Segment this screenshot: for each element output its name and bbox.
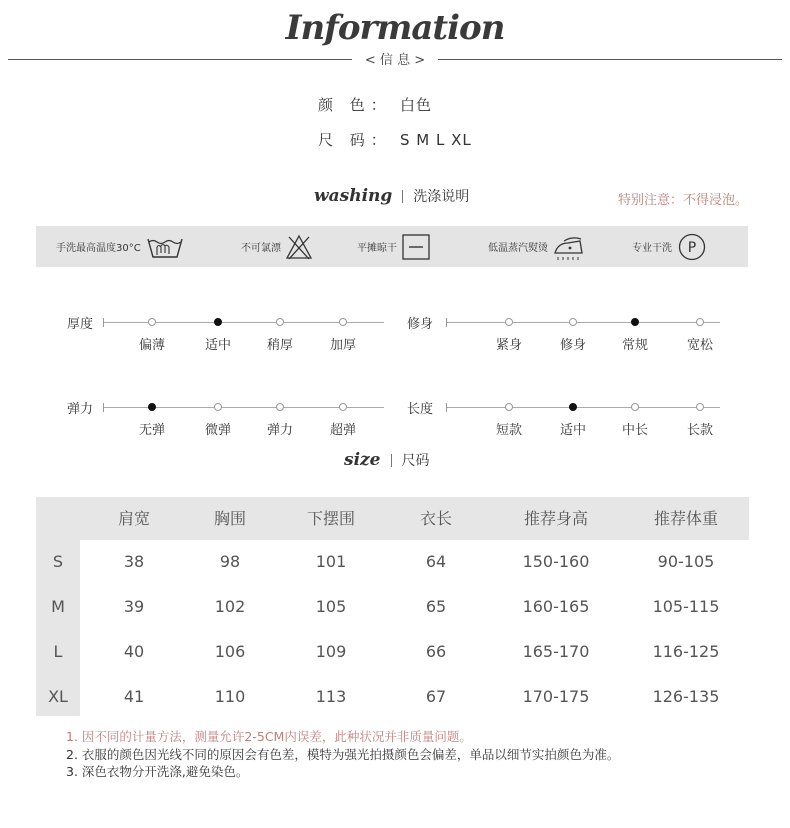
scale-option: 紧身 — [495, 338, 522, 353]
scale-dot — [505, 318, 513, 326]
table-cell: 101 — [315, 552, 347, 571]
scale-dot-selected — [631, 318, 639, 326]
size-label: L — [53, 642, 63, 661]
dry-flat-icon — [401, 233, 431, 261]
scale-dot — [276, 318, 284, 326]
scale-option: 无弹 — [138, 423, 165, 438]
table-cell: 64 — [425, 552, 447, 571]
wash-item-iron-low — [488, 226, 588, 267]
scale-start-tick — [446, 318, 447, 327]
scale-option: 修身 — [559, 338, 586, 353]
scale-dot — [339, 318, 347, 326]
washing-title-cn: 洗涤说明 — [413, 189, 470, 205]
scale-option: 常规 — [621, 338, 648, 353]
table-cell: 39 — [123, 597, 145, 616]
wash-item-label: 不可氯漂 — [241, 243, 281, 254]
no-bleach-icon — [285, 233, 313, 261]
size-heading — [344, 450, 430, 470]
size-table-header — [36, 497, 749, 540]
scale-option: 短款 — [495, 423, 522, 438]
column-header-hem: 下摆围 — [306, 509, 355, 528]
size-title-en: size — [344, 450, 381, 470]
scale-title: 厚度 — [67, 317, 94, 332]
scale-dot — [631, 403, 639, 411]
column-header-length: 衣长 — [419, 509, 452, 528]
table-cell: 66 — [425, 642, 447, 661]
table-cell: 90-105 — [657, 552, 715, 571]
scale-title: 弹力 — [67, 402, 94, 417]
scale-option: 长款 — [686, 423, 713, 438]
scale-dot — [148, 318, 156, 326]
info-color-label: 颜 色： — [318, 96, 392, 114]
wash-item-no-bleach — [241, 226, 313, 267]
size-label: S — [52, 552, 64, 571]
table-cell: 67 — [425, 687, 447, 706]
scale-option: 适中 — [559, 423, 586, 438]
scale-option: 宽松 — [686, 338, 713, 353]
washing-notice: 特别注意：不得浸泡。 — [617, 193, 748, 208]
scale-dot — [505, 403, 513, 411]
scale-start-tick — [446, 403, 447, 412]
column-header-weight: 推荐体重 — [653, 509, 718, 528]
wash-care-bar — [36, 226, 748, 267]
wash-item-label: 手洗最高温度30°C — [56, 243, 141, 254]
wash-item-label: 平摊晾干 — [357, 243, 397, 254]
scale-option: 微弹 — [204, 423, 231, 438]
table-cell: 106 — [214, 642, 246, 661]
size-label: XL — [48, 687, 68, 706]
info-color-value: 白色 — [400, 96, 433, 114]
scale-option: 中长 — [621, 423, 648, 438]
scale-dot — [569, 318, 577, 326]
wash-item-dry-flat — [357, 226, 431, 267]
dry-clean-icon-letter: P — [687, 239, 697, 256]
table-cell: 165-170 — [522, 642, 590, 661]
wash-item-hand-wash — [56, 226, 185, 267]
note-measurement: 1. 因不同的计量方法，测量允许2-5CM内误差，此种状况并非质量问题。 — [66, 729, 472, 744]
table-cell: 116-125 — [652, 642, 720, 661]
size-label: M — [51, 597, 65, 616]
heading-separator — [391, 454, 392, 467]
scale-dot — [214, 403, 222, 411]
scale-option: 加厚 — [329, 338, 356, 353]
scale-option: 偏薄 — [138, 338, 165, 353]
info-size-row — [318, 129, 472, 150]
table-cell: 41 — [123, 687, 145, 706]
heading-separator — [402, 190, 403, 203]
table-cell: 105 — [315, 597, 347, 616]
table-cell: 65 — [425, 597, 447, 616]
scale-line — [446, 322, 720, 323]
table-cell: 40 — [123, 642, 145, 661]
table-cell: 38 — [123, 552, 145, 571]
table-cell: 160-165 — [522, 597, 590, 616]
note-color: 2. 衣服的颜色因光线不同的原因会有色差，模特为强光拍摄颜色会偏差，单品以细节实拍颜色为准。 — [66, 747, 620, 762]
scale-option: 适中 — [204, 338, 231, 353]
table-cell: 170-175 — [522, 687, 590, 706]
hand-wash-icon — [145, 233, 185, 261]
scale-title: 修身 — [407, 317, 434, 332]
dry-clean-icon — [676, 232, 708, 262]
scale-title: 长度 — [407, 402, 434, 417]
page-subtitle: < 信 息 > — [364, 53, 426, 68]
column-header-chest: 胸围 — [213, 509, 246, 528]
scale-start-tick — [103, 318, 104, 327]
table-cell: 150-160 — [522, 552, 590, 571]
table-cell: 102 — [214, 597, 246, 616]
scale-option: 稍厚 — [266, 338, 293, 353]
table-cell: 113 — [315, 687, 347, 706]
column-header-height: 推荐身高 — [523, 509, 588, 528]
info-size-value: S M L XL — [400, 131, 472, 149]
column-header-shoulder: 肩宽 — [117, 509, 150, 528]
note-washing: 3. 深色衣物分开洗涤,避免染色。 — [66, 764, 249, 779]
table-cell: 105-115 — [652, 597, 720, 616]
iron-low-icon — [552, 233, 588, 261]
scale-dot-selected — [214, 318, 222, 326]
wash-item-label: 低温蒸汽熨烫 — [488, 243, 548, 254]
scale-dot — [276, 403, 284, 411]
scale-dot-selected — [148, 403, 156, 411]
table-cell: 98 — [219, 552, 241, 571]
scale-option: 超弹 — [329, 423, 356, 438]
wash-item-dry-clean — [632, 226, 708, 267]
scale-dot-selected — [569, 403, 577, 411]
size-title-cn: 尺码 — [401, 453, 430, 469]
table-cell: 109 — [315, 642, 347, 661]
page-title: Information — [285, 8, 505, 48]
scale-dot — [696, 318, 704, 326]
washing-heading — [314, 186, 469, 206]
scale-dot — [339, 403, 347, 411]
info-color-row — [318, 94, 432, 115]
washing-title-en: washing — [314, 186, 393, 206]
wash-item-label: 专业干洗 — [632, 243, 672, 254]
table-cell: 126-135 — [652, 687, 720, 706]
scale-line — [446, 407, 720, 408]
table-cell: 110 — [214, 687, 246, 706]
scale-dot — [696, 403, 704, 411]
scale-start-tick — [103, 403, 104, 412]
scale-option: 弹力 — [266, 423, 293, 438]
info-size-label: 尺 码： — [318, 131, 392, 149]
